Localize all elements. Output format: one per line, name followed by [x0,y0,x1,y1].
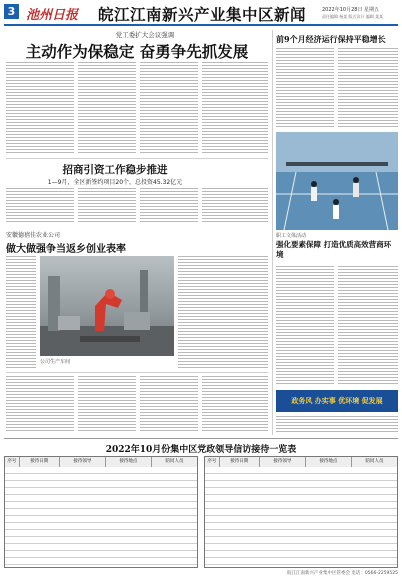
newspaper-logo-text: 池州日报 [26,8,79,23]
section-divider [6,158,268,159]
slogan-banner [276,390,398,412]
growth-headline: 前9个月经济运行保持平稳增长 [276,34,386,44]
lead-headline: 主动作为保稳定 奋勇争先抓发展 [25,42,249,61]
slogan-banner-text: 政务风 办实事 优环境 促发展 [291,397,383,405]
growth-body-col2 [338,48,398,128]
right-column-divider [272,30,273,435]
reception-table-left [4,456,198,568]
header-staff: 陪同人员 [165,459,184,464]
header-staff-right: 陪同人员 [365,459,384,464]
header-location-right: 接待地点 [306,457,352,467]
header-index: 序号 [5,457,20,467]
sports-photo-caption: 职工文体活动 [276,233,307,239]
business-body-col1 [276,266,334,386]
projects-body-col3 [140,188,198,224]
lead-body-col1 [6,62,74,154]
header-leader: 接待领导 [60,457,106,467]
table-top-rule [4,438,398,439]
header-date-right: 接待日期 [220,457,260,467]
lower-body-col2 [78,376,136,432]
sports-photo-graphic [276,132,398,230]
masthead [0,0,402,30]
lead-body-col2 [78,62,136,154]
rural-body-right [178,256,268,368]
page-date: 2022年10月28日 星期五 [322,7,380,13]
reception-table [4,456,398,568]
header-leader-right: 接待领导 [260,457,306,467]
lower-body-col1 [6,376,74,432]
lower-body-col4 [202,376,268,432]
page-number: 3 [7,5,16,18]
newspaper-logo [26,4,78,23]
right-lower-body [276,416,398,434]
reception-table-right [204,456,398,568]
rural-kicker: 安徽德禧佳农业公司 [6,232,61,239]
table-rows-left [5,467,197,567]
factory-photo [40,256,174,356]
projects-subhead: 1—9月，全区新签约项目20个，总投资45.32亿元 [47,179,183,186]
factory-photo-graphic [40,256,174,356]
masthead-rule [4,24,398,26]
table-rows-right [205,467,397,567]
editor-line: 责任编辑 杨某 版式设计 编辑 某某 [322,14,384,19]
lead-body-col3 [140,62,198,154]
footer-address: 皖江江南新兴产业集中区管委会 电话：0566-2259525 [286,571,398,576]
rural-headline: 做大做强争当返乡创业表率 [6,244,126,255]
header-date: 接待日期 [20,457,60,467]
projects-body-col1 [6,188,74,224]
table-title: 2022年10月份集中区党政领导信访接待一览表 [105,445,297,455]
lower-body-col3 [140,376,198,432]
business-headline: 强化要素保障 打造优质高效营商环境 [276,240,392,259]
lower-divider [6,372,268,373]
lead-body-col4 [202,62,268,154]
lead-kicker: 党工委扩大会议强调 [115,31,175,39]
sports-photo [276,132,398,230]
growth-body-col1 [276,48,334,128]
projects-body-col4 [202,188,268,224]
header-index-right: 序号 [205,457,220,467]
rural-body-left [6,256,36,368]
page-number-badge [4,4,19,19]
page-title: 皖江江南新兴产业集中区新闻 [98,5,307,24]
business-body-col2 [338,266,398,386]
factory-photo-caption: 公司生产车间 [40,359,71,365]
projects-body-col2 [78,188,136,224]
projects-headline: 招商引资工作稳步推进 [62,164,168,176]
header-location: 接待地点 [106,457,152,467]
